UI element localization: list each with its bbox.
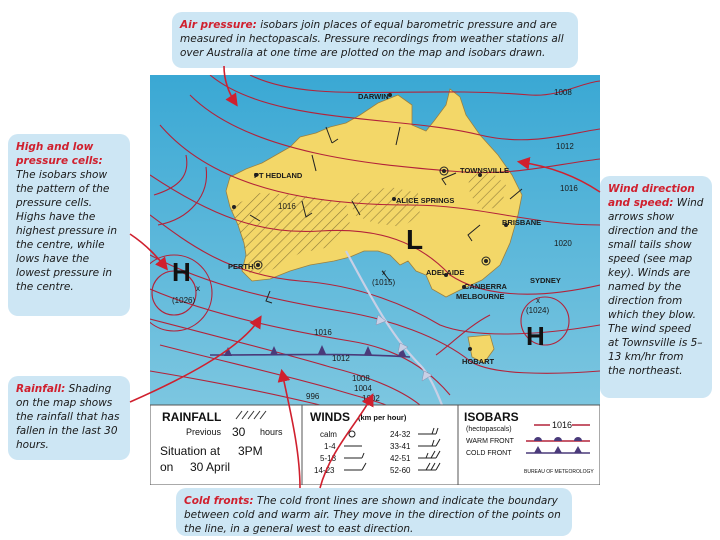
wind-key-right: 24-32 xyxy=(390,430,411,439)
note-body: Wind arrows show direction and the small tails show speed (see map key). Winds are named by the direction from which they blow. The wind speed at Townsville is 5–13 km/hr from the northeast. xyxy=(608,197,704,377)
high-centre-mark: x xyxy=(196,284,200,293)
wind-note xyxy=(600,176,712,398)
low-pressure-letter: L xyxy=(406,224,424,255)
high-east-centre-mark: x xyxy=(536,296,540,305)
isobar-value: 1020 xyxy=(554,239,572,248)
rainfall-previous-label: Previous xyxy=(186,427,222,437)
label-townsville: TOWNSVILLE xyxy=(460,166,510,175)
isobar-value: 1016 xyxy=(560,184,578,193)
rainfall-hours-value: 30 xyxy=(232,425,246,439)
note-heading: Wind direction and speed: xyxy=(608,183,695,209)
warm-front-label: WARM FRONT xyxy=(466,438,514,445)
note-heading: Cold fronts: xyxy=(184,495,254,507)
map-legend xyxy=(150,405,600,485)
isobar-value: 1008 xyxy=(554,88,572,97)
high-pressure-value: (1026) xyxy=(172,296,196,305)
situation-on-label: on xyxy=(160,460,174,474)
weather-map xyxy=(150,75,600,485)
isobar-value: 1016 xyxy=(278,202,296,211)
isobar-value: 1002 xyxy=(362,394,380,403)
isobar-value: 1016 xyxy=(314,328,332,337)
label-hobart: HOBART xyxy=(462,357,495,366)
wind-key-right: 33-41 xyxy=(390,442,411,451)
note-body: The cold front lines are shown and indicate the boundary between cold and warm air. They move in the direction of the points on the line, in a general west to east direction. xyxy=(184,495,561,535)
situation-label: Situation at xyxy=(160,444,221,458)
rainfall-hours-label: hours xyxy=(260,427,283,437)
isobar-value: 1008 xyxy=(352,374,370,383)
label-alice-springs: ALICE SPRINGS xyxy=(396,196,455,205)
high-east-pressure-value: (1024) xyxy=(526,306,550,315)
label-perth: PERTH xyxy=(228,262,254,271)
high-low-note xyxy=(8,134,130,316)
situation-date: 30 April xyxy=(190,460,231,474)
note-heading: High and low pressure cells: xyxy=(16,141,103,167)
label-darwin: DARWIN xyxy=(358,92,389,101)
isobar-value: 1012 xyxy=(332,354,350,363)
note-body: Shading on the map shows the rainfall that has fallen in the last 30 hours. xyxy=(16,383,120,451)
wind-key-left: calm xyxy=(320,430,337,439)
bureau-credit: BUREAU OF METEOROLOGY xyxy=(524,469,594,475)
wind-key-left: 1-4 xyxy=(324,442,336,451)
isobar-value: 996 xyxy=(306,392,320,401)
label-melbourne: MELBOURNE xyxy=(456,292,505,301)
label-pt-hedland: PT HEDLAND xyxy=(254,171,303,180)
note-body: isobars join places of equal barometric pressure and are measured in hectopascals. Pressure recordings from weather stations all over Australia at one time are plotted on the map and isobars drawn. xyxy=(180,19,564,59)
high-east-pressure-letter: H xyxy=(526,321,545,351)
rainfall-legend-title: RAINFALL xyxy=(162,410,222,424)
isobar-value: 1004 xyxy=(354,384,372,393)
label-canberra: CANBERRA xyxy=(464,282,507,291)
note-heading: Rainfall: xyxy=(16,383,66,395)
rainfall-note xyxy=(8,376,130,460)
air-pressure-note xyxy=(172,12,578,68)
isobars-legend-title: ISOBARS xyxy=(464,410,519,424)
label-adelaide: ADELAIDE xyxy=(426,268,465,277)
cold-front-label: COLD FRONT xyxy=(466,450,512,457)
wind-key-left: 14-23 xyxy=(314,466,335,475)
low-pressure-value: (1015) xyxy=(372,278,396,287)
winds-unit: (km per hour) xyxy=(358,413,407,422)
low-centre-mark: x xyxy=(382,268,386,277)
isobars-unit: (hectopascals) xyxy=(466,426,512,433)
label-brisbane: BRISBANE xyxy=(502,218,542,227)
isobar-key-value: 1016 xyxy=(552,420,573,430)
label-sydney: SYDNEY xyxy=(530,276,561,285)
wind-key-right: 52-60 xyxy=(390,466,411,475)
situation-time: 3PM xyxy=(238,444,263,458)
wind-key-left: 5-13 xyxy=(320,454,337,463)
note-heading: Air pressure: xyxy=(180,19,257,31)
wind-key-right: 42-51 xyxy=(390,454,411,463)
winds-legend-title: WINDS xyxy=(310,410,350,424)
high-pressure-letter: H xyxy=(172,257,191,287)
isobar-value: 1012 xyxy=(556,142,574,151)
note-body: The isobars show the pattern of the pressure cells. Highs have the highest pressure in the centre, while lows have the lowest pressure in the centre. xyxy=(16,169,118,293)
cold-front-note xyxy=(176,488,572,536)
